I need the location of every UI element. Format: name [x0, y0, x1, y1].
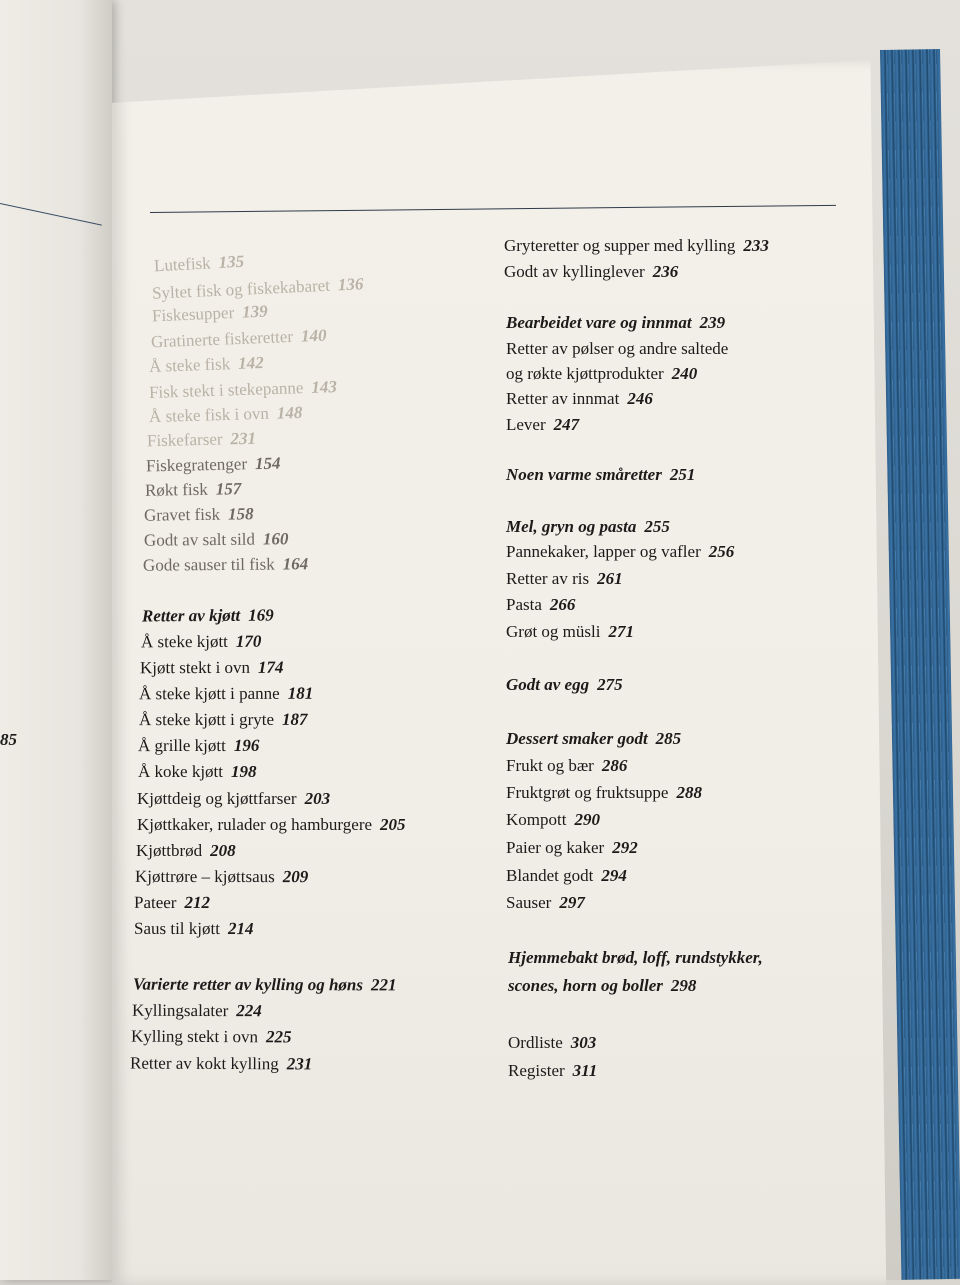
toc-page-number: 205 [380, 815, 406, 834]
toc-page-number: 221 [370, 975, 397, 995]
toc-entry [506, 389, 653, 409]
toc-entry [137, 789, 330, 809]
toc-entry [138, 736, 259, 756]
toc-entry [506, 339, 728, 359]
toc-entry-title: Kylling stekt i ovn [130, 1026, 259, 1047]
toc-page-number: 181 [287, 683, 314, 703]
toc-page-number: 292 [612, 838, 638, 857]
toc-entry-title: Fisk stekt i stekepanne [148, 378, 304, 402]
toc-entry [508, 1033, 596, 1053]
toc-entry-title: Hjemmebakt brød, loff, rundstykker, [508, 948, 763, 967]
toc-page-number: 148 [276, 402, 303, 423]
toc-entry [139, 684, 313, 705]
toc-page-number: 140 [300, 325, 327, 346]
toc-page-number: 164 [282, 554, 309, 574]
toc-entry-title: Kjøttdeig og kjøttfarser [137, 789, 297, 808]
toc-entry-title: Fiskegratenger [145, 454, 248, 476]
toc-entry-title: Å steke kjøtt i gryte [138, 709, 275, 730]
toc-entry [144, 529, 289, 551]
toc-entry-title: Bearbeidet vare og innmat [506, 313, 692, 332]
toc-page-number: 135 [218, 251, 245, 272]
toc-entry-title: Syltet fisk og fiskekabaret [151, 275, 331, 303]
toc-page-number: 255 [644, 517, 670, 536]
toc-entry-title: Fruktgrøt og fruktsuppe [506, 783, 669, 802]
toc-page-number: 275 [597, 675, 623, 694]
toc-page-number: 288 [676, 783, 702, 802]
toc-page-number: 169 [248, 605, 274, 625]
toc-page-number: 251 [669, 465, 696, 484]
toc-entry-title: Røkt fisk [144, 479, 208, 500]
toc-section-heading [508, 948, 763, 968]
toc-page-number: 174 [257, 657, 284, 677]
toc-section-heading [506, 465, 695, 485]
toc-entry-title: Kjøttkaker, rulader og hamburgere [137, 815, 373, 834]
toc-entry-title: Pateer [133, 892, 177, 913]
toc-entry [506, 783, 702, 803]
toc-entry [132, 1001, 262, 1021]
toc-page-number: 294 [601, 866, 627, 885]
toc-page-number: 158 [227, 504, 254, 524]
toc-entry [149, 353, 264, 377]
toc-page-number: 170 [235, 631, 262, 651]
toc-section-heading [506, 675, 623, 695]
toc-entry-title: Noen varme småretter [506, 465, 662, 484]
toc-page-number: 154 [254, 453, 281, 474]
toc-entry-title: Godt av salt sild [143, 529, 256, 550]
toc-entry-title: Ordliste [508, 1033, 563, 1052]
toc-entry [130, 1054, 312, 1075]
toc-page-number: 196 [233, 735, 260, 755]
toc-entry-title: Kjøtt stekt i ovn [139, 657, 251, 678]
toc-entry-title: Retter av ris [506, 569, 590, 588]
toc-page-number: 298 [670, 976, 697, 995]
toc-entry [146, 454, 281, 477]
toc-entry [134, 893, 210, 913]
toc-entry-title: Godt av egg [506, 675, 590, 694]
toc-entry [144, 504, 254, 526]
toc-page-number: 157 [215, 479, 242, 499]
toc-section-heading [506, 313, 725, 333]
toc-entry-title: Retter av kokt kylling [129, 1053, 279, 1074]
toc-page-number: 247 [553, 415, 580, 434]
toc-entry [506, 542, 734, 562]
toc-page-number: 271 [608, 622, 634, 641]
toc-entry [508, 1061, 597, 1081]
toc-page-number: 214 [227, 919, 254, 939]
toc-entry-title: Frukt og bær [506, 756, 594, 775]
toc-page-number: 143 [311, 377, 338, 397]
toc-entry [141, 632, 261, 653]
toc-entry-title: Grøt og müsli [506, 622, 601, 641]
toc-entry-title: Dessert smaker godt [506, 729, 648, 748]
toc-entry-title: Å koke kjøtt [138, 762, 223, 781]
toc-entry-title: Kjøttbrød [136, 841, 203, 860]
toc-entry [504, 236, 769, 256]
toc-entry-title: Å steke fisk [148, 354, 231, 376]
toc-page-number: 303 [570, 1033, 597, 1052]
toc-entry-title: Godt av kyllinglever [504, 262, 645, 281]
toc-page-number: 246 [627, 389, 653, 408]
left-page-fragment: 85 [0, 730, 17, 749]
toc-entry-title: og røkte kjøttprodukter [506, 364, 664, 383]
toc-entry [147, 429, 256, 452]
toc-entry [506, 810, 600, 830]
toc-page-number: 231 [230, 428, 257, 449]
toc-page-number: 231 [286, 1054, 313, 1074]
left-page-rule [0, 203, 102, 226]
toc-entry [506, 893, 585, 913]
toc-entry-title: Blandet godt [506, 866, 594, 885]
toc-page-number: 311 [572, 1061, 598, 1080]
toc-entry-title: Å steke fisk i ovn [148, 403, 270, 427]
toc-entry [134, 919, 254, 939]
toc-entry-title: Pasta [506, 595, 542, 614]
toc-section-heading [506, 729, 681, 749]
toc-page-number: 297 [559, 893, 585, 912]
toc-entry-title: Gode sauser til fisk [142, 554, 275, 575]
toc-section-heading [142, 606, 274, 627]
toc-entry-title: Å grille kjøtt [137, 735, 226, 756]
toc-page-number: 285 [655, 729, 682, 748]
toc-entry [139, 710, 308, 730]
toc-entry-title: Mel, gryn og pasta [506, 517, 637, 536]
toc-entry-title: Å steke kjøtt [140, 631, 228, 652]
toc-page-number: 187 [282, 709, 308, 729]
toc-entry [137, 815, 406, 835]
toc-entry-title: Lutefisk [153, 253, 212, 276]
toc-entry-title: scones, horn og boller [508, 976, 663, 995]
toc-page-number: 261 [597, 569, 623, 588]
toc-entry [506, 622, 634, 642]
toc-page-number: 240 [671, 364, 698, 383]
toc-entry [135, 867, 308, 887]
toc-entry-title: Å steke kjøtt i panne [138, 683, 280, 704]
toc-entry [506, 595, 575, 615]
toc-entry-title: Fiskesupper [151, 302, 235, 326]
toc-entry [504, 262, 678, 282]
toc-page-number: 233 [743, 236, 769, 255]
toc-entry [506, 756, 627, 776]
toc-entry-title: Gravet fisk [143, 504, 221, 525]
toc-page-number: 142 [237, 353, 264, 373]
toc-entry-title: Register [508, 1061, 565, 1080]
left-page [0, 0, 112, 1280]
toc-entry [145, 479, 242, 501]
toc-page-number: 290 [574, 810, 600, 829]
toc-page-number: 239 [699, 313, 726, 332]
toc-entry [506, 415, 579, 435]
toc-page-number: 225 [265, 1027, 292, 1047]
toc-section-heading [506, 517, 670, 537]
toc-entry-title: Fiskefarser [146, 429, 223, 451]
toc-entry-title: Varierte retter av kylling og høns [132, 974, 364, 995]
toc-page-number: 236 [652, 262, 679, 281]
toc-page-number: 209 [282, 867, 309, 887]
toc-entry [138, 762, 257, 782]
toc-page-number: 286 [601, 756, 628, 775]
toc-entry-title: Gryteretter og supper med kylling [504, 236, 736, 255]
toc-entry [506, 569, 623, 589]
toc-section-heading [508, 976, 696, 996]
toc-page-number: 266 [549, 595, 576, 614]
toc-entry [131, 1027, 292, 1048]
toc-entry-title: Sauser [506, 893, 552, 912]
toc-page-number: 198 [231, 762, 257, 781]
toc-entry-title: Pannekaker, lapper og vafler [506, 542, 701, 561]
toc-page-number: 139 [241, 301, 268, 322]
toc-page-number: 208 [210, 841, 236, 860]
toc-entry-title: Retter av pølser og andre saltede [506, 339, 729, 358]
toc-entry-title: Retter av innmat [506, 389, 620, 408]
toc-entry-title: Paier og kaker [506, 838, 605, 857]
toc-entry-title: Kjøttrøre – kjøttsaus [134, 866, 275, 887]
toc-page-number: 160 [262, 529, 289, 549]
toc-section-heading [133, 975, 397, 996]
toc-entry [143, 554, 308, 575]
toc-page-number: 256 [708, 542, 735, 561]
toc-entry-title: Retter av kjøtt [141, 605, 241, 626]
toc-page-number: 136 [337, 274, 364, 295]
toc-entry [506, 838, 638, 858]
toc-entry [506, 364, 697, 384]
toc-entry-title: Kyllingsalater [131, 1000, 229, 1021]
toc-page-number: 203 [304, 789, 331, 808]
toc-entry-title: Saus til kjøtt [133, 918, 220, 939]
toc-page-number: 224 [236, 1001, 262, 1021]
toc-entry [149, 403, 303, 427]
toc-entry [140, 658, 284, 679]
toc-entry [506, 866, 627, 886]
toc-entry-title: Gratinerte fiskeretter [150, 326, 294, 352]
toc-entry-title: Lever [506, 415, 546, 434]
toc-page-number: 212 [184, 893, 211, 913]
toc-entry-title: Kompott [506, 810, 567, 829]
toc-entry [136, 841, 236, 861]
